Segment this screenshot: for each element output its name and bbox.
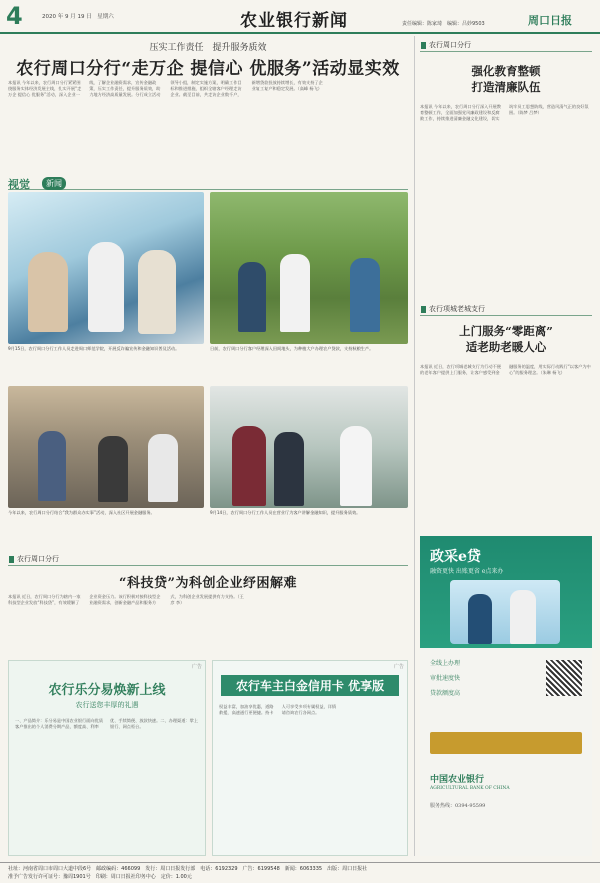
- mid-body: 本报讯 近日，农行周口分行为辖内一家科技型企业发放“科技贷”，有效缓解了企业资金压力。该行积极对接科技型企业融资需求，创新金融产品和服务方式，为科创企业发展提供有力支持。（王彦 李）: [8, 594, 244, 605]
- ad-title: 农行乐分易焕新上线: [48, 683, 166, 698]
- news-label: 新闻: [42, 177, 66, 190]
- visual-label: 视觉: [8, 178, 30, 191]
- page-title: 农业银行新闻: [240, 11, 348, 31]
- person-figure: [238, 262, 266, 332]
- lead-kicker: 压实工作责任 提升服务质效: [149, 43, 267, 53]
- photo-field-visit: [210, 192, 408, 344]
- caption-2: 日前，农行周口分行客户经理深入田间地头，为种植大户办理农户贷款，支持秋粮生产。: [210, 346, 374, 351]
- person-figure: [274, 432, 304, 506]
- ad-credit-card: [212, 660, 408, 856]
- person-figure: [280, 254, 310, 332]
- section-header: 农行周口分行: [8, 554, 408, 566]
- ad-contact: 服务热线：0394-95599: [430, 803, 486, 809]
- person-figure: [28, 252, 68, 332]
- footer-line-2: 准予广告发行许可证号：豫周1901号 印刷：周口日报社印务中心 定价：1.00元: [8, 874, 192, 880]
- lead-body: 本报讯 今年以来，农行周口分行紧紧围绕服务实体经济发展主线，扎实开展“走万企 提信心 优服务”活动，深入企业一线，了解企业融资需求，宣传金融政策，压实工作责任，提升服务质效，助力地方经济高质量发展。分行成立活动领导小组，制定实施方案，明确工作目标和推进措施，组织全辖客户经理走访企业。截至目前，共走访企业数千户，新增贷款投放持续增长，有效支持了企业复工复产和稳定发展。（高峰 杨飞）: [8, 80, 323, 97]
- footer-imprint: [0, 862, 600, 883]
- editor-line: 责任编辑：陈家琦 编辑：吕妙9503: [402, 21, 485, 27]
- feature-item: 全线上办理: [430, 660, 461, 667]
- person-figure: [98, 436, 128, 502]
- qr-code-icon: [546, 660, 582, 696]
- footer-line-1: 社址：河南省周口市周口大道中段6号 邮政编码：466099 发行：周口日报发行部 电话：6192329 广告：6199548 新闻：6063335 出版：周口日报社: [8, 866, 368, 872]
- visual-news-bar: [8, 176, 408, 190]
- caption-3: 今年以来，农行周口分行结合“我为群众办实事”活动，深入社区开展金融服务。: [8, 510, 155, 515]
- column-divider: [414, 36, 415, 856]
- person-figure: [340, 426, 372, 506]
- right2-body: 本报讯 近日，农行项城老城支行为行动不便的老年客户提供上门服务，让客户感受到金融服务的温度，用实际行动践行“以客户为中心”的服务理念。（朱琳 杨飞）: [420, 364, 591, 375]
- person-figure: [510, 590, 536, 644]
- ad-subtitle: 融资更快 出账更省 e点来办: [430, 568, 504, 575]
- person-figure: [88, 242, 124, 332]
- photo-campus-promotion: [8, 192, 204, 344]
- lead-headline: 农行周口分行“走万企 提信心 优服务”活动显实效: [16, 59, 400, 79]
- caption-4: 9月14日，农行周口分行工作人员在营业厅为客户讲解金融知识，提升服务质效。: [210, 510, 361, 515]
- ad-tag: 广告: [191, 664, 202, 670]
- person-figure: [468, 594, 492, 644]
- masthead: [0, 0, 600, 34]
- person-figure: [38, 431, 66, 501]
- ad-installment-loan: [8, 660, 206, 856]
- photo-community-service: [8, 386, 204, 508]
- person-figure: [232, 426, 266, 506]
- feature-item: 审批速度快: [430, 675, 461, 682]
- right2-headline-1: 上门服务“零距离”: [459, 324, 553, 338]
- section-header: 农行项城老城支行: [420, 304, 592, 316]
- person-figure: [350, 258, 380, 332]
- right2-headline-2: 适老助老暖人心: [465, 340, 547, 354]
- ad-tag: 广告: [393, 664, 404, 670]
- caption-1: 9月15日，农行周口分行工作人员走进周口师范学院，开展反诈骗宣传和金融知识普及活动。: [8, 346, 180, 351]
- ad-illustration: [450, 580, 560, 644]
- photo-lobby-service: [210, 386, 408, 508]
- person-figure: [138, 250, 176, 334]
- ad-banner: [430, 732, 582, 754]
- ad-title: 政采e贷: [430, 549, 481, 565]
- ad-government-loan: [420, 536, 592, 856]
- ad-subtitle: 农行送您丰厚的礼遇: [75, 701, 139, 709]
- right1-body: 本报讯 今年以来，农行周口分行深入开展教育整顿工作，全面加强党风廉政建设和反腐败工作，持续推进清廉金融文化建设，切实筑牢员工思想防线，营造风清气正的良好氛围。（陈梦 吕梦）: [420, 104, 589, 121]
- mid-headline: “科技贷”为科创企业纾困解难: [119, 576, 297, 591]
- ad-body: 一、产品简介：乐分易是中国农业银行面向优质客户推出的个人消费分期产品，额度高、利率优、手续简便、放款快速。二、办理渠道：掌上银行、网点柜台。: [15, 718, 198, 729]
- person-figure: [148, 434, 178, 502]
- feature-item: 贷款额度高: [430, 690, 461, 697]
- ad-body: 权益丰富，加油享优惠，道路救援，高速通行更便捷。持卡人可享受多项专属权益，详情请咨询农行各网点。: [219, 704, 337, 715]
- page-number: 4: [6, 2, 23, 30]
- ad-title: 农行车主白金信用卡 优享版: [221, 675, 399, 696]
- issue-date: 2020 年 9 月 19 日 星期六: [42, 14, 114, 20]
- right1-headline-1: 强化教育整顿: [471, 64, 541, 78]
- right1-headline-2: 打造清廉队伍: [471, 80, 541, 94]
- section-header: 农行周口分行: [420, 40, 592, 52]
- bank-name: 中国农业银行: [430, 775, 485, 785]
- newspaper-logo: 周口日报: [528, 14, 572, 27]
- bank-name-en: AGRICULTURAL BANK OF CHINA: [430, 786, 510, 791]
